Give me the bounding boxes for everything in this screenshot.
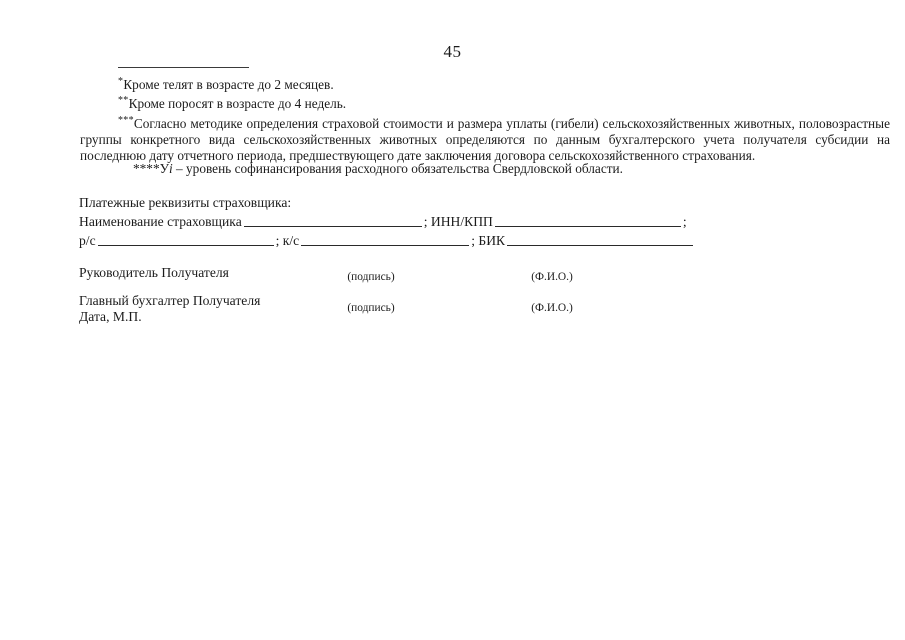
requisites-block [79, 193, 879, 250]
variable-note-text: – уровень софинансирования расходного обязательства Свердловской области. [172, 161, 623, 176]
field-separator: ; [275, 233, 280, 248]
footnote-text: Кроме телят в возрасте до 2 месяцев. [123, 77, 334, 92]
field-label-bik: БИК [478, 233, 506, 248]
field-label-insurer-name: Наименование страховщика [79, 214, 242, 229]
footnote-separator-rule [118, 67, 249, 68]
requisites-heading: Платежные реквизиты страховщика: [79, 195, 292, 210]
signature-caption: (подпись) [347, 271, 395, 283]
footnote-list [80, 74, 890, 112]
note-paragraph-text: Согласно методике определения страховой стоимости и размера уплаты (гибели) сельскохозяйственных животных, половозрастные группы конкретного вида сельскохозяйственных животных определяются по данным бухгалтерского учета получателя субсидии на последнюю дату отчетного периода, предшествующего дате заключения договора сельскохозяйственного страхования. [80, 116, 890, 164]
footnote-marker: ** [118, 95, 129, 107]
note-paragraph-marker: *** [118, 115, 134, 126]
field-separator: ; [423, 214, 428, 229]
signature-label-head: Руководитель Получателя [79, 265, 229, 280]
footnote-marker: * [118, 76, 124, 87]
field-input-insurer-name[interactable] [244, 214, 422, 227]
field-separator: ; [682, 214, 687, 229]
footnote-item [80, 74, 890, 93]
field-input-settlement-account[interactable] [98, 233, 274, 246]
variable-symbol-index: i [169, 161, 173, 176]
field-input-correspondent-account[interactable] [301, 233, 469, 246]
signature-slot-accountant-fullname[interactable] [487, 300, 617, 315]
variable-symbol [160, 161, 173, 176]
note-paragraph [80, 113, 890, 164]
footnote-text: Кроме поросят в возрасте до 4 недель. [128, 96, 347, 112]
signature-caption: (подпись) [347, 302, 395, 314]
signature-caption: (Ф.И.О.) [531, 271, 573, 283]
variable-note [80, 161, 905, 177]
variable-symbol-base: У [159, 161, 170, 176]
requisites-row [79, 212, 879, 231]
field-input-inn-kpp[interactable] [495, 214, 681, 227]
requisites-row [79, 231, 879, 250]
field-separator: ; [471, 233, 475, 248]
signature-slot-head-sign[interactable] [316, 269, 426, 284]
page-number: 45 [443, 42, 462, 61]
signature-label-date-stamp: Дата, М.П. [79, 309, 142, 324]
field-label-settlement-account: р/с [79, 233, 96, 248]
field-label-correspondent-account: к/с [282, 233, 300, 248]
signature-label-accountant: Главный бухгалтер Получателя [79, 293, 261, 308]
variable-note-marker: **** [133, 161, 160, 176]
footnote-item [80, 93, 890, 112]
field-input-bik[interactable] [507, 233, 693, 246]
signature-slot-head-fullname[interactable] [487, 269, 617, 284]
signature-caption: (Ф.И.О.) [531, 302, 573, 314]
signature-slot-accountant-sign[interactable] [316, 300, 426, 315]
field-label-inn-kpp: ИНН/КПП [430, 214, 493, 229]
